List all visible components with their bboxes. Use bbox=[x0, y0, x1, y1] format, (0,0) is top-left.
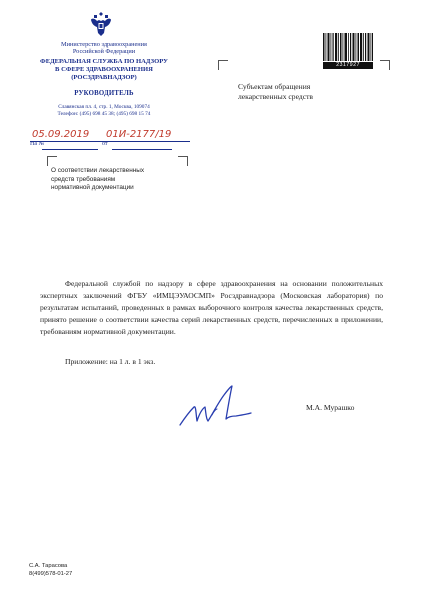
topic-bracket-right bbox=[178, 156, 188, 166]
topic-bracket-left bbox=[47, 156, 57, 166]
ministry-name bbox=[46, 41, 162, 55]
reference-no-label: На № bbox=[30, 141, 45, 147]
addressee-line-2: лекарственных средств bbox=[238, 92, 314, 101]
addressee-line-1: Субъектам обращения bbox=[238, 82, 311, 91]
head-title: РУКОВОДИТЕЛЬ bbox=[74, 90, 134, 97]
addressee-block bbox=[238, 82, 313, 102]
executor-block bbox=[29, 562, 72, 578]
addressee-bracket-left bbox=[218, 60, 228, 70]
topic-line-1: О соответствии лекарственных bbox=[51, 167, 145, 174]
addressee-bracket-right bbox=[380, 60, 390, 70]
barcode-image bbox=[323, 33, 373, 61]
body-paragraph: Федеральной службой по надзору в сфере здравоохранения на основании положительных экспертных заключений ФГБУ «ИМЦЭУАОСМП» Росздравнадзора (Московская лаборатория) по результатам испытаний, проведенных в рамках выборочного контроля качества лекарственных средств, принято решение о соответствии качества серий лекарственных средств, перечисленных в приложении, требованиям нормативной документации. bbox=[40, 279, 383, 336]
reference-line bbox=[30, 141, 190, 151]
address-line: Славянская пл. 4, стр. 1, Москва, 109074 bbox=[58, 104, 150, 110]
topic-block bbox=[51, 167, 181, 193]
ministry-line-1: Министерство здравоохранения bbox=[61, 41, 147, 48]
agency-line-1: ФЕДЕРАЛЬНАЯ СЛУЖБА ПО НАДЗОРУ bbox=[40, 58, 168, 65]
agency-line-3: (РОСЗДРАВНАДЗОР) bbox=[71, 74, 137, 81]
reference-from-rule bbox=[112, 149, 172, 150]
appendix-note: Приложение: на 1 л. в 1 экз. bbox=[65, 357, 156, 366]
coat-of-arms-icon bbox=[88, 9, 114, 39]
topic-line-2: средств требованиям bbox=[51, 175, 116, 183]
handwritten-signature bbox=[172, 385, 252, 431]
reference-no-rule bbox=[42, 149, 98, 150]
agency-line-2: В СФЕРЕ ЗДРАВООХРАНЕНИЯ bbox=[55, 66, 153, 73]
topic-line-3: нормативной документации bbox=[51, 184, 134, 191]
executor-phone: 8(499)578-01-27 bbox=[29, 571, 73, 577]
signer-name: М.А. Мурашко bbox=[306, 403, 355, 412]
phone-line: Телефон: (495) 698 45 38; (495) 698 15 74 bbox=[57, 111, 151, 117]
address-block bbox=[30, 104, 178, 118]
barcode-number: 2317927 bbox=[323, 62, 373, 69]
reference-from-label: от bbox=[102, 141, 108, 147]
ministry-line-2: Российской Федерации bbox=[72, 48, 136, 55]
executor-name: С.А. Тарасова bbox=[29, 563, 68, 569]
registration-number: 01И-2177/19 bbox=[106, 129, 172, 140]
registration-date: 05.09.2019 bbox=[32, 129, 90, 140]
agency-name bbox=[30, 58, 178, 82]
